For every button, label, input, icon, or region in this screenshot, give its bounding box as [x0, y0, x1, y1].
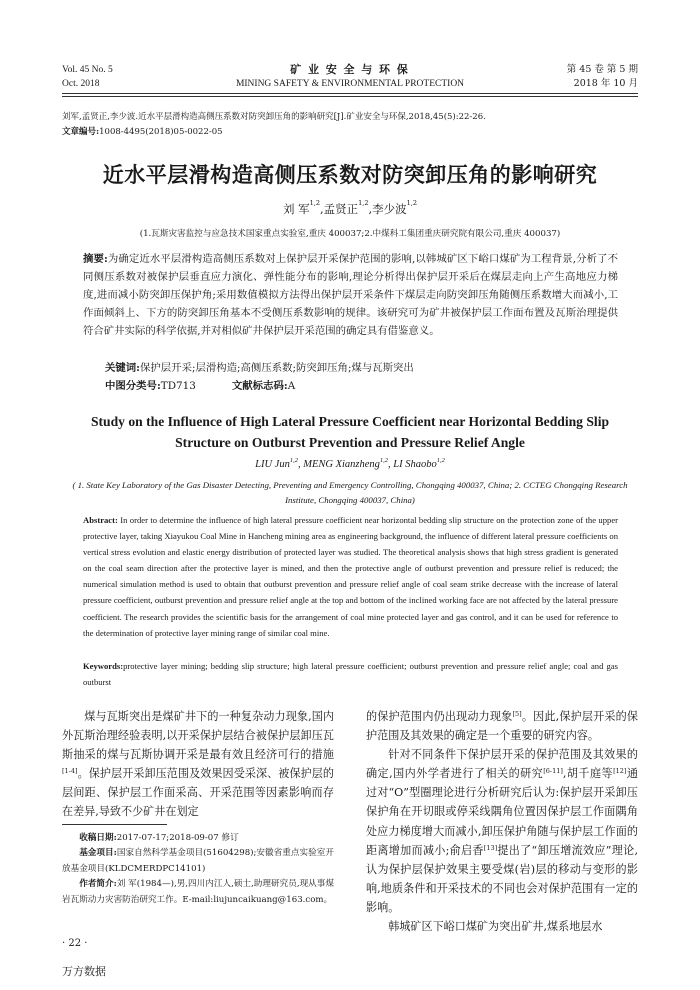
article-number-label: 文章编号: [62, 127, 100, 137]
article-number [62, 126, 223, 138]
classification-cn [105, 377, 295, 395]
abstract-en-text: In order to determine the influence of high lateral pressure coefficient near horizontal bedding slip structure on the protection zone of the upper protective layer, taking Xiayukou Coal Mine in Hancheng mining area as engineering background, the influence of different lateral pressure coefficients on vertical stress evolution and elastic energy distribution of protected layer was studied. The theoretical analysis shows that high stress gradient is generated on the coal seam direction after the protective layer is mined, and then the protective angle of outburst prevention and pressure relief is reduced; the numerical simulation method is used to obtain that outburst prevention and pressure relief angle of coal seam strike decrease with the increase of lateral pressure coefficient, outburst prevention and pressure relief angle at the top and bottom of the inclined working face are not affected by the lateral pressure coefficient. The research provides the scientific basis for the arrangement of coal mine protected layer and gas control, and it can be used for reference to the determination of protective layer mining range of similar coal mine. [83, 515, 618, 638]
author-bio-value: 刘 军(1984—),男,四川内江人,硕士,助理研究员,现从事煤岩瓦斯动力灾害防治研究工作。E-mail:liujuncaikuang@163.com。 [62, 879, 334, 905]
footnote-received [62, 831, 334, 846]
author-en-2-sup: 1,2 [379, 457, 389, 464]
author-en-3: LI Shaobo [393, 459, 437, 470]
citation-ref: [5] [512, 710, 522, 718]
body-paragraph [62, 707, 334, 822]
affiliation-cn: (1.瓦斯灾害监控与应急技术国家重点实验室,重庆 400037;2.中煤科工集团重庆研究院有限公司,重庆 400037) [139, 229, 561, 239]
date-cn: 2018 年 10 月 [573, 78, 638, 89]
body-column-left [62, 707, 334, 822]
header-right [567, 63, 638, 91]
abstract-cn-label: 摘要: [83, 253, 108, 265]
footnote-author [62, 877, 334, 908]
volume-issue-en: Vol. 45 No. 5 [62, 65, 113, 75]
body-text: 煤与瓦斯突出是煤矿井下的一种复杂动力现象,国内外瓦斯治理经验表明,以开采保护层结合被保护层卸压瓦斯抽采的煤与瓦斯协调开采是最有效且经济可行的措施 [62, 710, 334, 762]
journal-name-cn: 矿 业 安 全 与 环 保 [290, 64, 410, 76]
keywords-en-label: Keywords: [83, 661, 124, 671]
citation: 刘军,孟贤正,李少波.近水平层滑构造高侧压系数对防突卸压角的影响研究[J].矿业安全与环保,2018,45(5):22-26. [62, 112, 486, 122]
author-en-1: LIU Jun [255, 459, 290, 470]
keywords-cn [105, 359, 620, 377]
keywords-en [83, 658, 618, 690]
volume-issue-cn: 第 45 卷 第 5 期 [566, 64, 638, 75]
journal-name-en: MINING SAFETY & ENVIRONMENTAL PROTECTION [235, 79, 465, 89]
header-rule-thin [62, 96, 638, 97]
body-text: 的保护范围内仍出现动力现象 [366, 710, 513, 723]
title-en: Study on the Influence of High Lateral Pressure Coefficient near Horizontal Bedding Slip Structure on Outburst Prevention and Pressure Relief Angle [90, 414, 610, 450]
body-paragraph [366, 745, 638, 917]
authors-cn: 刘 军$^{1,2}$,孟贤正$^{1,2}$,李少波$^{1,2}$ [283, 199, 417, 216]
abstract-cn [83, 250, 618, 340]
author-cn-1: 刘 军 [283, 202, 310, 216]
class-value: TD713 [160, 380, 196, 392]
date-en: Oct. 2018 [62, 79, 100, 89]
doc-code-label: 文献标志码: [231, 380, 288, 392]
author-cn-3: 李少波 [372, 202, 407, 216]
title-cn: 近水平层滑构造高侧压系数对防突卸压角的影响研究 [102, 163, 598, 187]
watermark: 万方数据 [62, 965, 106, 978]
page-number: · 22 · [62, 938, 88, 949]
body-text: 。保护层开采卸压范围及效果因受采深、被保护层的层间距、保护层工作面采高、开采范围等因素影响而存在差异,导致不少矿井在划定 [62, 767, 334, 819]
body-text: 韩城矿区下峪口煤矿为突出矿井,煤系地层水 [388, 920, 603, 934]
article-number-value: 1008-4495(2018)05-0022-05 [99, 127, 223, 137]
doc-code-value: A [287, 380, 296, 392]
body-text: ,胡千庭等 [562, 767, 614, 781]
keywords-cn-label: 关键词: [105, 362, 141, 374]
body-text: 针对不同条件下保护层开采的保护范围及其效果的确定,国内外学者进行了相关的研究 [366, 748, 638, 781]
fund-label: 基金项目: [79, 848, 117, 859]
author-cn-2-sup: 1,2 [358, 199, 369, 207]
author-cn-2: 孟贤正 [323, 202, 359, 216]
citation-ref: [13] [483, 843, 498, 852]
body-text: 提出了“卸压增流效应”理论,认为保护层保护效果主要受煤(岩)层的移动与变形的影响,地质条件和开采技术的不同也会对保护范围有一定的影响。 [366, 843, 638, 914]
abstract-cn-text: 为确定近水平层滑构造高侧压系数对上保护层开采保护范围的影响,以韩城矿区下峪口煤矿为工程背景,分析了不同侧压系数对被保护层垂直应力演化、弹性能分布的影响,理论分析得出保护层开采后在煤层走向上产生高地应力梯度,进而减小防突卸压保护角;采用数值模拟方法得出保护层开采条件下煤层走向防突卸压角随侧压系数增大而减小,工作面倾斜上、下方的防突卸压角基本不受侧压系数影响的规律。该研究可为矿井被保护层工作面布置及瓦斯治理提供符合矿井实际的科学依据,并对相似矿井保护层开采范围的确定具有借鉴意义。 [83, 253, 618, 337]
body-text: 。因此,保护层开采的保护范围及其效果的确定是一个重要的研究内容。 [366, 710, 638, 743]
body-paragraph [366, 917, 638, 936]
abstract-en-label: Abstract: [83, 515, 118, 525]
author-en-3-sup: 1,2 [436, 457, 445, 464]
received-value: 2017-07-17;2018-09-07 修订 [116, 833, 239, 843]
author-cn-3-sup: 1,2 [406, 199, 417, 207]
body-text: 通过对“O”型圈理论进行分析研究后认为:保护层开采卸压保护角在开切眼或停采线隅角位置因保护层工作面隅角处应力梯度增大而减小,卸压保护角随与保护层工作面的距离增加而减小;俞启香 [366, 767, 638, 857]
keywords-en-text: protective layer mining; bedding slip structure; high lateral pressure coefficient; outburst prevention and pressure relief angle; coal and gas outburst [83, 661, 618, 688]
fund-value: 国家自然科学基金项目(51604298);安徽省重点实验室开放基金项目(KLDCMERDPC14101) [62, 848, 334, 874]
authors-en: LIU Jun$^{1,2}$, MENG Xianzheng$^{1,2}$, LI Shaobo$^{1,2}$ [255, 457, 445, 470]
header-rule [62, 93, 638, 94]
keywords-cn-text: 保护层开采;层滑构造;高侧压系数;防突卸压角;煤与瓦斯突出 [140, 362, 414, 374]
footnote-rule [62, 824, 167, 825]
author-bio-label: 作者简介: [79, 879, 117, 890]
author-en-2: MENG Xianzheng [303, 459, 380, 470]
received-label: 收稿日期: [79, 833, 117, 843]
footnote [62, 831, 334, 908]
body-paragraph [366, 707, 638, 745]
author-cn-1-sup: 1,2 [309, 199, 320, 207]
citation-ref: [6-11] [543, 767, 563, 776]
footnote-fund [62, 846, 334, 877]
body-column-right [366, 707, 638, 936]
author-en-1-sup: 1,2 [289, 457, 298, 464]
citation-ref: [12] [613, 767, 627, 776]
citation-ref: [1-4] [62, 767, 78, 776]
abstract-en [83, 512, 618, 641]
class-label: 中图分类号: [105, 380, 161, 392]
affiliation-en: ( 1. State Key Laboratory of the Gas Disaster Detecting, Preventing and Emergency Controlling, Chongqing 400037, China; 2. CCTEG Chongqing Research Institute, Chongqing 400037, China) [72, 480, 628, 505]
